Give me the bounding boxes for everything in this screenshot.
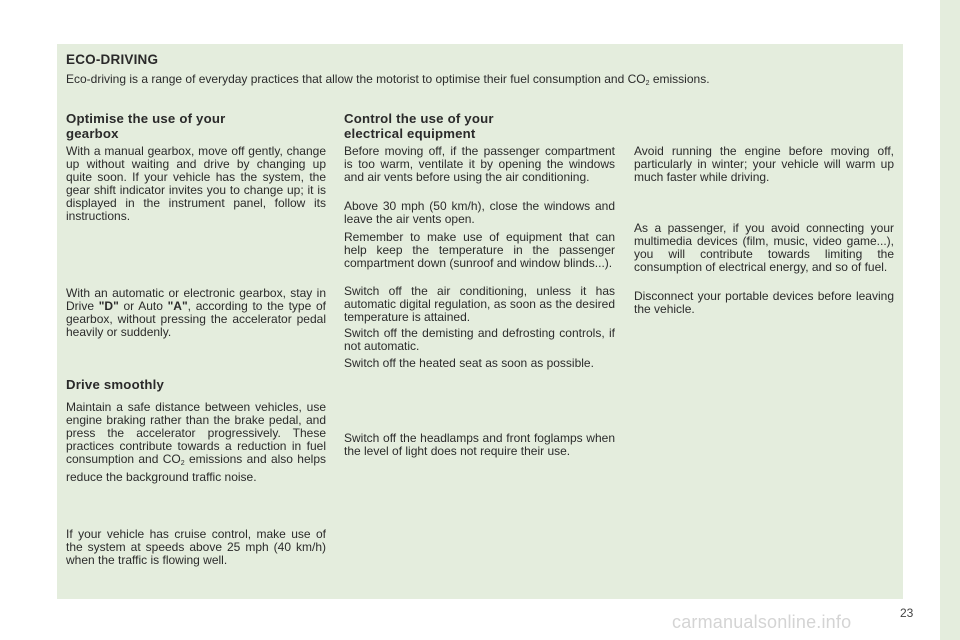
gearbox-manual-paragraph: With a manual gearbox, move off gently, change up without waiting and drive by changing up quite soon. If your vehicle has the system, the gear shift indicator invites you to change up; it is displayed in the instrument panel, follow its instructions. bbox=[66, 144, 326, 223]
engine-idle-paragraph: Avoid running the engine before moving off, particularly in winter; your vehicle will warm up much faster while driving. bbox=[634, 144, 894, 184]
watermark-logo: carmanualsonline.info bbox=[672, 612, 852, 632]
page-title: ECO-DRIVING bbox=[66, 52, 159, 67]
gearbox-automatic-paragraph: With an automatic or electronic gearbox, stay in Drive "D" or Auto "A", according to the type of gearbox, without pressing the accelerator pedal heavily or suddenly. bbox=[66, 286, 326, 339]
ventilate-paragraph: Before moving off, if the passenger compartment is too warm, ventilate it by opening the windows and air vents before using the air conditioning. bbox=[344, 144, 615, 184]
headlamps-paragraph: Switch off the headlamps and front foglamps when the level of light does not require their use. bbox=[344, 431, 615, 458]
gearbox-heading: Optimise the use of your gearbox bbox=[66, 111, 226, 141]
windows-paragraph: Above 30 mph (50 km/h), close the windows and leave the air vents open. bbox=[344, 199, 615, 226]
page-edge-strip bbox=[940, 0, 960, 640]
air-conditioning-paragraph: Switch off the air conditioning, unless it has automatic digital regulation, as soon as the desired temperature is attained. bbox=[344, 284, 615, 324]
drive-smoothly-paragraph: Maintain a safe distance between vehicles, use engine braking rather than the brake pedal, and press the accelerator progressively. These practices contribute towards a reduction in fuel consumption and $CO_2$ emissions and also helps reduce the background traffic noise. bbox=[66, 400, 326, 484]
cruise-control-paragraph: If your vehicle has cruise control, make use of the system at speeds above 25 mph (40 km/h) when the traffic is flowing well. bbox=[66, 527, 326, 567]
heated-seat-paragraph: Switch off the heated seat as soon as possible. bbox=[344, 356, 594, 370]
demisting-paragraph: Switch off the demisting and defrosting controls, if not automatic. bbox=[344, 326, 615, 353]
intro-paragraph: Eco-driving is a range of everyday practices that allow the motorist to optimise their fuel consumption and $CO_2$ emissions. bbox=[66, 72, 710, 87]
multimedia-paragraph: As a passenger, if you avoid connecting your multimedia devices (film, music, video game...), you will contribute towards limiting the consumption of electrical energy, and so of fuel. bbox=[634, 221, 894, 274]
page-number: 23 bbox=[900, 606, 914, 620]
electrical-heading: Control the use of your electrical equipment bbox=[344, 111, 494, 141]
portable-devices-paragraph: Disconnect your portable devices before leaving the vehicle. bbox=[634, 289, 894, 316]
equipment-paragraph: Remember to make use of equipment that can help keep the temperature in the passenger compartment down (sunroof and window blinds...). bbox=[344, 230, 615, 270]
drive-smoothly-heading: Drive smoothly bbox=[66, 377, 165, 392]
